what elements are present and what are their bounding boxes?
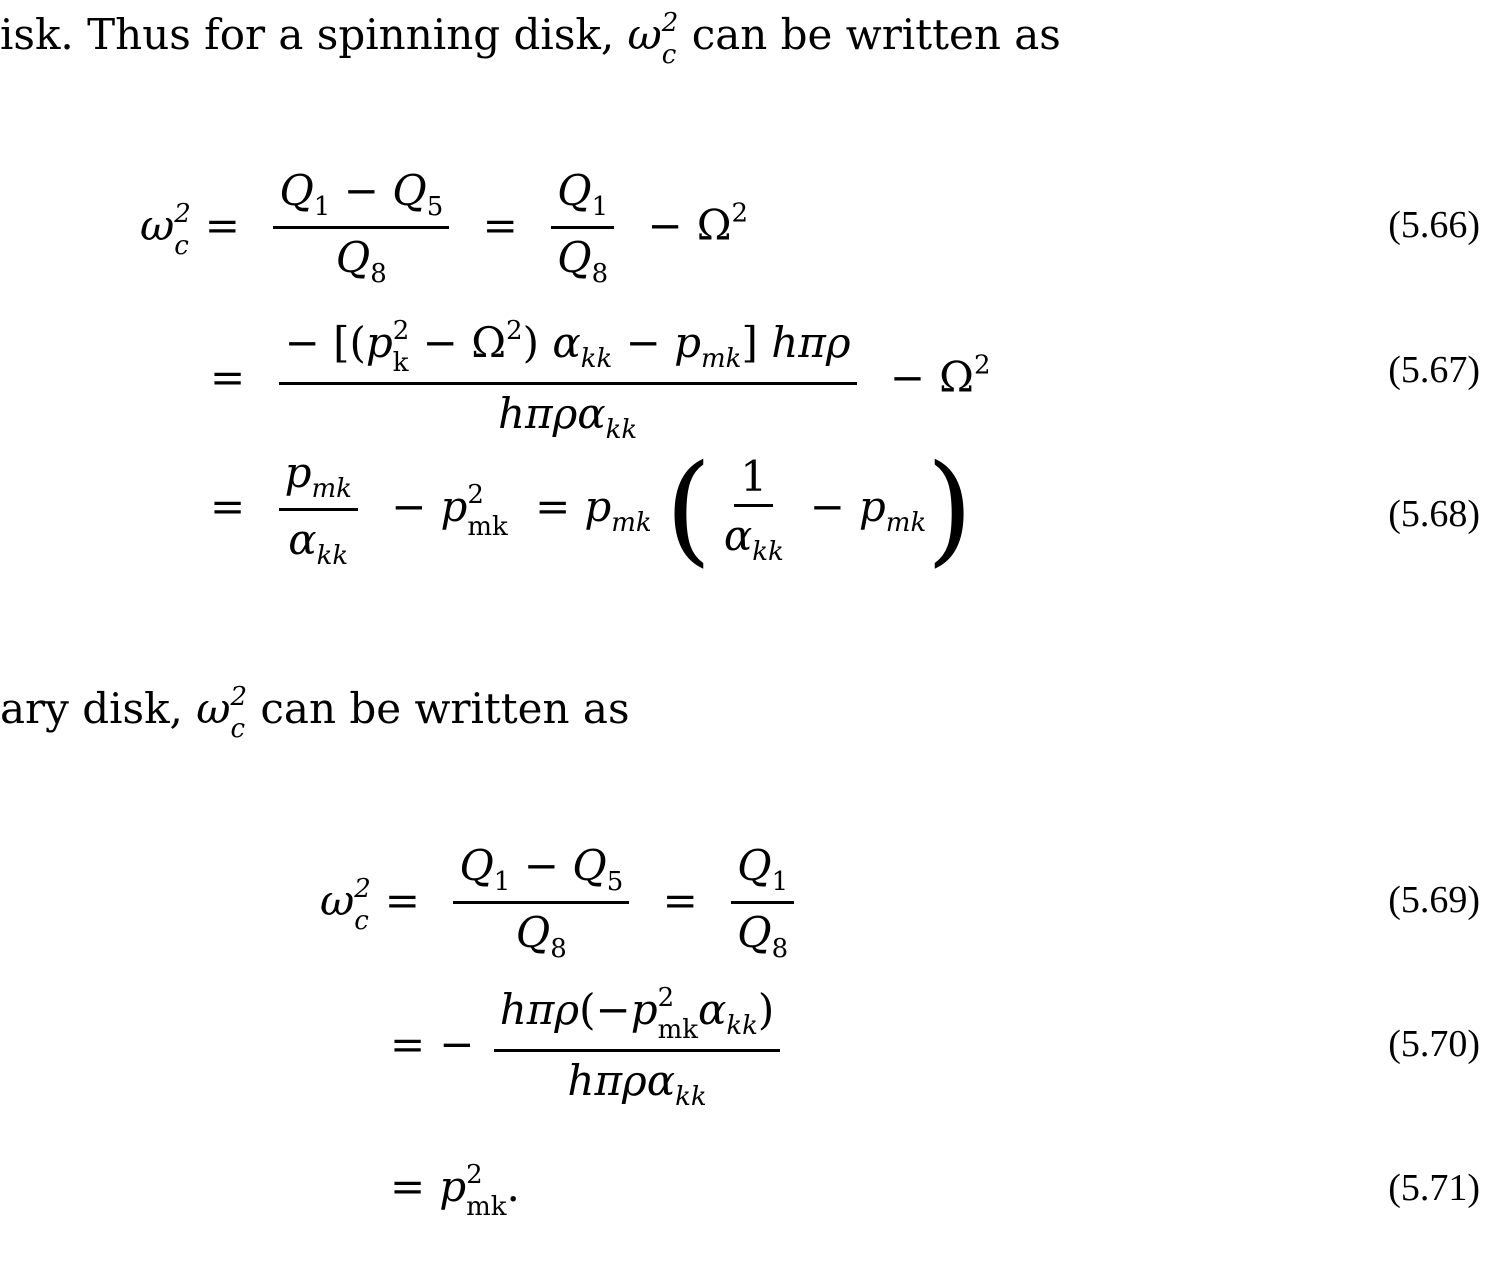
intro-text-1-end: can be written as: [691, 10, 1061, 59]
omega-c-squared: ω 2 c: [627, 8, 679, 70]
intro-text-1-start: isk. Thus for a spinning disk,: [0, 10, 615, 59]
intro-text-2-end: can be written as: [260, 684, 630, 733]
equation-number-5-67: (5.67): [1388, 349, 1480, 391]
intro-text-2-start: ary disk,: [0, 684, 183, 733]
equation-5-71: = p 2 mk .: [390, 1160, 520, 1222]
equation-5-70: = − hπρ(−p 2 mk $\alpha_{kk}$) hπρα$_{kk}$: [390, 985, 786, 1110]
omega-c-squared: ω 2 c: [196, 682, 248, 744]
equation-number-5-70: (5.70): [1388, 1023, 1480, 1065]
intro-text-1: [0, 10, 1061, 68]
equation-5-66: ω 2 c = $\frac{Q_1 - Q_5}{Q_8}$ = $\frac{Q_1}{Q_8}$ − $\Omega^2$: [140, 166, 749, 289]
equation-5-67: = − [(p 2 k − $\Omega^2$) $\alpha_{kk} - p_{mk}$] hπρ hπρα$_{kk}$ − $\Omega^2$: [210, 316, 991, 445]
equation-5-69: ω 2 c = $\frac{Q_1 - Q_5}{Q_8}$ = $\frac{Q_1}{Q_8}$: [320, 845, 800, 962]
equation-number-5-71: (5.71): [1388, 1167, 1480, 1209]
equation-number-5-69: (5.69): [1388, 879, 1480, 921]
equation-number-5-68: (5.68): [1388, 493, 1480, 535]
intro-text-2: [0, 684, 630, 742]
equation-5-68: = $\frac{p_{mk}}{\alpha_{kk}}$ − p 2 mk = $p_{mk}$ ( $\frac{1}{\alpha_{kk}}$ − $p_{mk}$): [210, 440, 974, 579]
equation-number-5-66: (5.66): [1388, 204, 1480, 246]
